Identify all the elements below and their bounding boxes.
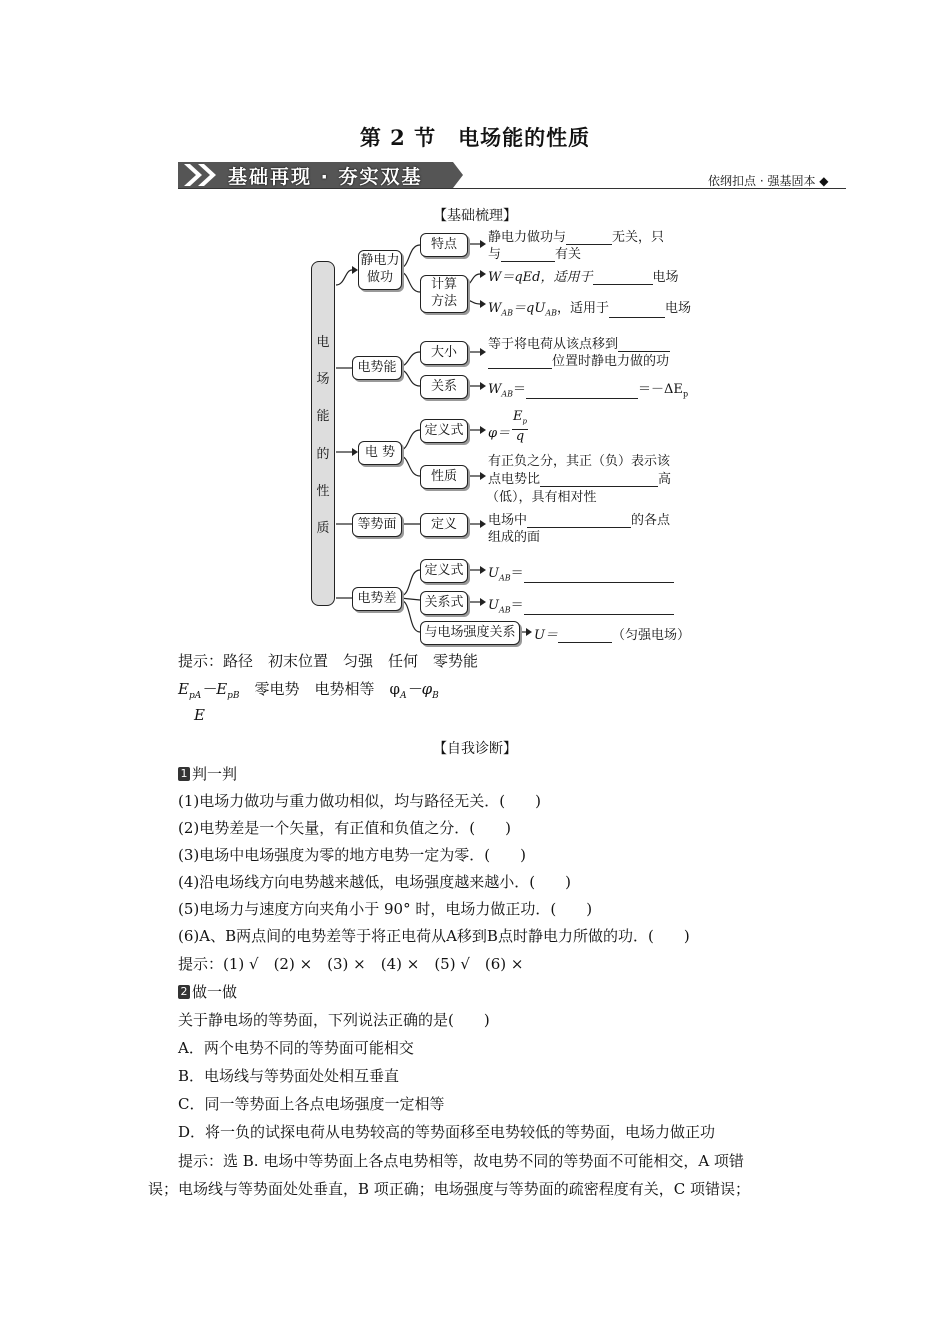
- nature-text-1: 有正负之分，其正（负）表示该: [488, 454, 671, 469]
- basic-heading: 【基础梳理】: [433, 208, 517, 224]
- node-calc: 计算方法: [420, 275, 468, 313]
- judge-item: (6)A、B两点间的电势差等于将正电荷从A移到B点时静电力所做的功．( ): [178, 927, 690, 945]
- hint-answers-3: E: [194, 706, 205, 724]
- potential-fraction: $E_p$ q: [513, 409, 527, 444]
- judge-item: (3)电场中电场强度为零的地方电势一定为零．( ): [178, 846, 526, 864]
- node-diff-field: 与电场强度关系: [420, 621, 520, 645]
- node-size: 大小: [420, 341, 468, 365]
- judge-item: (1)电场力做功与重力做功相似，均与路径无关．( ): [178, 792, 541, 810]
- diamond-icon: ◆: [819, 174, 829, 188]
- diagnosis-heading: 【自我诊断】: [433, 741, 517, 757]
- hint-answers-1: 提示：路径 初末位置 匀强 任何 零势能: [178, 652, 479, 670]
- option-a: A．两个电势不同的等势面可能相交: [178, 1039, 414, 1057]
- node-potential: 电 势: [358, 441, 402, 465]
- feature-text: 静电力做功与 无关，只: [488, 230, 665, 245]
- banner-subtitle: 依纲扣点 · 强基固本 ◆: [708, 174, 829, 188]
- diff-def-text: $U_{AB}=$: [488, 562, 674, 583]
- node-feature: 特点: [420, 233, 468, 257]
- judge-item: (5)电场力与速度方向夹角小于 90° 时，电场力做正功．( ): [178, 900, 593, 918]
- node-potential-energy: 电势能: [352, 356, 402, 380]
- node-nature: 性质: [420, 465, 468, 489]
- doit-hint-1: 提示：选 B. 电场中等势面上各点电势相等，故电势不同的等势面不可能相交，A 项错: [178, 1152, 744, 1170]
- size-text-2: 位置时静电力做的功: [488, 350, 669, 369]
- judge-hint: 提示：(1) √ (2) × (3) × (4) × (5) √ (6) ×: [178, 955, 524, 973]
- option-d: D．将一负的试探电荷从电势较高的等势面移至电势较低的等势面，电场力做正功: [178, 1123, 716, 1141]
- node-potential-diff: 电势差: [352, 587, 402, 611]
- judge-label: 1 判一判: [178, 763, 237, 784]
- badge-2: 2: [178, 985, 190, 999]
- node-diff-def: 定义式: [420, 559, 468, 583]
- diff-rel-text: $U_{AB}=$: [488, 594, 674, 615]
- hint-answers-2: $E_{pA}-E_{pB}$ 零电势 电势相等 $\varphi_A-\varphi_B$: [178, 680, 439, 701]
- nature-text-3: （低），具有相对性: [486, 490, 597, 505]
- feature-text-2: 与 有关: [488, 247, 582, 262]
- node-work: 静电力做功: [358, 250, 402, 290]
- doit-hint-2: 误；电场线与等势面处处垂直，B 项正确；电场强度与等势面的疏密程度有关，C 项错误；: [148, 1180, 751, 1198]
- doit-label: 2 做一做: [178, 981, 237, 1002]
- judge-item: (4)沿电场线方向电势越来越低，电场强度越来越小．( ): [178, 873, 571, 891]
- relation-text: $W_{AB}= =-\Delta E_p$: [488, 382, 689, 399]
- potential-formula: φ＝: [488, 426, 511, 441]
- root-node: 电 场 能 的 性 质: [311, 261, 335, 606]
- node-equipotential: 等势面: [352, 513, 402, 537]
- option-b: B．电场线与等势面处处相互垂直: [178, 1067, 400, 1085]
- calc-formula-1: W＝qEd，适用于 电场: [488, 270, 679, 285]
- node-relation: 关系: [420, 375, 468, 399]
- option-c: C．同一等势面上各点电场强度一定相等: [178, 1095, 445, 1113]
- size-text-1: 等于将电荷从该点移到: [488, 333, 670, 352]
- node-diff-rel: 关系式: [420, 591, 468, 615]
- page-title: 第 2 节 电场能的性质: [359, 125, 591, 150]
- node-definition: 定义式: [420, 419, 468, 443]
- nature-text-2: 点电势比 高: [488, 472, 672, 487]
- node-equi-def: 定义: [420, 513, 468, 537]
- doit-question: 关于静电场的等势面，下列说法正确的是( ): [178, 1011, 490, 1029]
- judge-item: (2)电势差是一个矢量，有正值和负值之分．( ): [178, 819, 511, 837]
- diff-field-text: U＝ （匀强电场）: [534, 628, 690, 643]
- badge-1: 1: [178, 767, 190, 781]
- equi-text-1: 电场中 的各点: [488, 513, 671, 528]
- banner-title: 基础再现 · 夯实双基: [228, 166, 423, 188]
- calc-formula-2: $W_{AB}=qU_{AB}$，适用于 电场: [488, 301, 691, 318]
- equi-text-2: 组成的面: [488, 530, 541, 545]
